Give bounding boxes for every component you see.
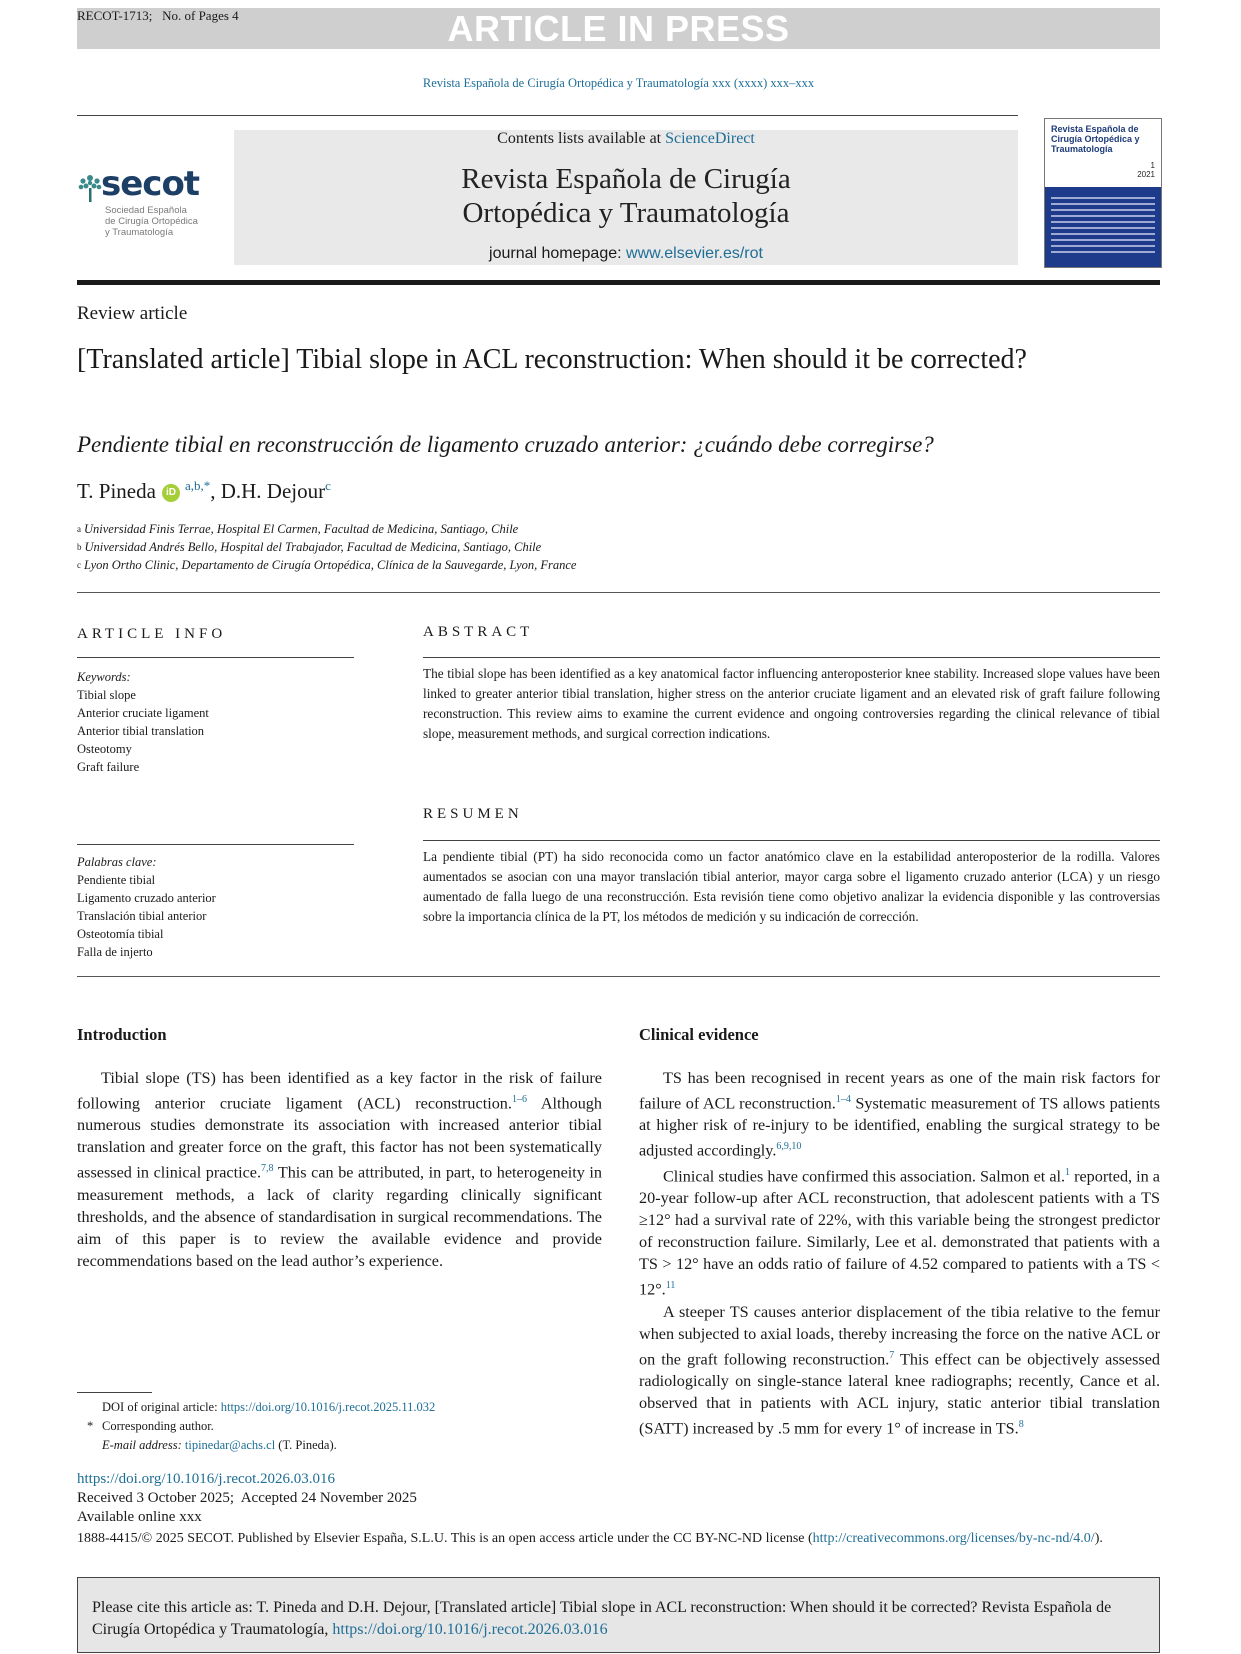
reference-link[interactable]: 1: [1065, 1166, 1071, 1178]
doi-label: DOI of original article:: [102, 1400, 218, 1414]
text-run: Tibial slope (TS) has been identified as a key factor in the risk of failure following anterior cruciate ligament (ACL) reconstruction.: [77, 1069, 602, 1113]
resumen-text: La pendiente tibial (PT) ha sido reconocida como un factor anatómico clave en la estabilidad anteroposterior de la rodilla. Valores aumentados se asocian con una mayor translación tibial anterior, mayor carga sobre el ligamento cruzado anterior (LCA) y un riesgo aumentado de falla luego de una reconstrucción. Esta revisión tiene como objetivo analizar la evidencia disponible y las controversias sobre la importancia clínica de la PT, los métodos de medición y su indicación de corrección.: [423, 849, 1160, 924]
doi-footnote: [77, 1398, 637, 1417]
email-link[interactable]: tipinedar@achs.cl: [184, 1438, 276, 1452]
email-owner: (T. Pineda).: [275, 1438, 337, 1452]
reference-link[interactable]: 7: [889, 1349, 895, 1361]
reference-link[interactable]: 7,8: [261, 1163, 274, 1175]
footnotes: [77, 1398, 637, 1455]
affiliation-text: Universidad Andrés Bello, Hospital del Trabajador, Facultad de Medicina, Santiago, Chile: [84, 540, 542, 554]
logo-subtitle-line: y Traumatología: [105, 227, 174, 238]
author-list: [77, 479, 331, 504]
cite-text-body: Please cite this article as: T. Pineda and D.H. Dejour, [Translated article] Tibial slope in ACL reconstruction: When should it be corrected? Revista Española de Cirugía Ortopédica y Traumatología,: [92, 1599, 1112, 1638]
publication-info: [77, 1470, 417, 1527]
received-accepted-dates: Received 3 October 2025; Accepted 24 November 2025: [77, 1490, 417, 1506]
article-type: Review article: [77, 303, 188, 324]
text-run: This effect can be objectively assessed radiologically on single-stance lateral knee radiographs; recently, Cance et al. observed that in patients with ACL injury, static anterior tibial translation (SATT) increased by .5 mm for every 1° of increase in TS.: [639, 1349, 1160, 1438]
abstract-text: The tibial slope has been identified as a key anatomical factor influencing anteroposterior knee stability. Increased slope values have been linked to greater anterior tibial translation, higher stress on the anterior cruciate ligament and an elevated risk of graft failure following reconstruction. This review aims to examine the current evidence and ongoing controversies regarding the clinical relevance of tibial slope, measurement methods, and surgical correction indications.: [423, 666, 1160, 741]
available-online: Available online xxx: [77, 1509, 202, 1525]
banner-text: ARTICLE IN PRESS: [447, 7, 790, 49]
affiliation-text: Universidad Finis Terrae, Hospital El Carmen, Facultad de Medicina, Santiago, Chile: [84, 522, 519, 536]
keyword: Tibial slope: [77, 688, 136, 702]
logo-subtitle: [105, 205, 225, 238]
reference-link[interactable]: 1–4: [835, 1094, 851, 1105]
keyword: Anterior cruciate ligament: [77, 706, 209, 720]
reference-link[interactable]: 8: [1018, 1418, 1024, 1430]
clinical-evidence-heading: Clinical evidence: [639, 1025, 759, 1044]
abstract-heading: ABSTRACT: [423, 624, 534, 640]
contents-line: [234, 130, 1018, 148]
corresponding-text: Corresponding author.: [102, 1419, 214, 1433]
email-label: E-mail address:: [102, 1438, 182, 1452]
paragraph: [639, 1162, 1160, 1301]
manuscript-id: RECOT-1713;: [77, 8, 153, 23]
keyword: Anterior tibial translation: [77, 724, 205, 738]
affiliation-mark: c: [77, 560, 81, 570]
manuscript-info: [77, 8, 239, 24]
keywords-block: [77, 668, 209, 776]
keywords-label: Keywords:: [77, 670, 131, 684]
logo-wordmark: secot: [101, 164, 200, 204]
affiliation-item: [77, 520, 576, 538]
cite-doi-link[interactable]: https://doi.org/10.1016/j.recot.2026.03.016: [332, 1621, 608, 1638]
cite-this-article-box: [77, 1577, 1160, 1653]
logo-subtitle-line: Sociedad Española: [105, 205, 187, 216]
introduction-body: [77, 1067, 602, 1272]
article-title: [Translated article] Tibial slope in ACL reconstruction: When should it be corrected?: [77, 344, 1027, 375]
text-run: This can be attributed, in part, to heterogeneity in measurement methods, a lack of clarity regarding clinically significant thresholds, and the absence of standardisation in surgical recommendations. The aim of this paper is to review the available evidence and provide recommendations based on the lead author’s experience.: [77, 1163, 603, 1270]
paragraph: [639, 1301, 1160, 1440]
text-run: Systematic measurement of TS allows patients at higher risk of re-injury to be identified, enabling the surgical strategy to be adjusted accordingly.: [639, 1094, 1160, 1160]
palabra-clave: Falla de injerto: [77, 945, 153, 959]
masthead-bottom-rule: [77, 280, 1160, 285]
cover-title: Revista Española de Cirugía Ortopédica y Traumatología: [1051, 124, 1140, 154]
abstract-rule: [423, 657, 1160, 658]
cite-text: [92, 1597, 1145, 1641]
reference-link[interactable]: 1–6: [511, 1094, 527, 1105]
author-name[interactable]: D.H. Dejour: [220, 479, 326, 503]
palabras-clave-label: Palabras clave:: [77, 855, 157, 869]
cover-year: 2021: [1137, 170, 1155, 179]
homepage-prefix: journal homepage:: [489, 245, 622, 262]
contents-prefix: Contents lists available at: [497, 130, 662, 147]
affiliation-mark: a: [77, 524, 81, 534]
journal-cover-thumbnail[interactable]: [1044, 118, 1162, 268]
masthead-top-rule: [77, 115, 1018, 116]
palabra-clave: Translación tibial anterior: [77, 909, 207, 923]
article-doi-link[interactable]: https://doi.org/10.1016/j.recot.2026.03.016: [77, 1471, 336, 1487]
journal-title: [234, 162, 1018, 230]
article-in-press-banner: [77, 8, 1160, 49]
cover-issue: [1137, 161, 1155, 179]
keyword: Graft failure: [77, 760, 140, 774]
journal-title-line: Ortopédica y Traumatología: [462, 197, 790, 229]
clinical-evidence-body: [639, 1067, 1160, 1439]
introduction-heading: Introduction: [77, 1025, 167, 1044]
page-count: No. of Pages 4: [162, 8, 239, 23]
text-run: A steeper TS causes anterior displacement of the tibia relative to the femur when subjected to axial loads, thereby increasing the force on the native ACL or on the graft following reconstruction.: [639, 1302, 1160, 1368]
license-text: 1888-4415/© 2025 SECOT. Published by Elsevier España, S.L.U. This is an open access article under the CC BY-NC-ND license (: [77, 1531, 813, 1546]
palabra-clave: Osteotomía tibial: [77, 927, 164, 941]
paragraph: [77, 1067, 602, 1272]
journal-citation-line[interactable]: Revista Española de Cirugía Ortopédica y Traumatología xxx (xxxx) xxx–xxx: [422, 76, 815, 90]
orcid-icon[interactable]: iD: [162, 484, 180, 502]
sciencedirect-link[interactable]: ScienceDirect: [665, 130, 755, 147]
homepage-line: [234, 245, 1018, 263]
palabra-clave: Ligamento cruzado anterior: [77, 891, 216, 905]
email-footnote: [77, 1436, 637, 1455]
journal-title-line: Revista Española de Cirugía: [461, 163, 791, 195]
affiliation-item: [77, 556, 576, 574]
reference-link[interactable]: 6,9,10: [776, 1141, 802, 1153]
text-run: Although numerous studies demonstrate its association with increased anterior tibial translation and greater force on the graft, this factor has not been systematically assessed in clinical practice.: [77, 1094, 602, 1182]
license-text-end: ).: [1094, 1531, 1103, 1546]
resumen-rule: [423, 840, 1160, 841]
text-run: reported, in a 20-year follow-up after ACL reconstruction, that adolescent patients with a TS ≥12° had a survival rate of 22%, with this variable being the strongest predictor of reconstruction failure. Similarly, Lee et al. demonstrated that patients with a TS > 12° have an odds ratio of failure of 4.52 compared to patients with a TS < 12°.: [639, 1167, 1160, 1299]
author-affiliation-marks[interactable]: c: [325, 478, 331, 493]
license-link[interactable]: http://creativecommons.org/licenses/by-nc-nd/4.0/: [812, 1531, 1095, 1546]
article-info-rule: [77, 657, 354, 658]
affiliation-text: Lyon Ortho Clinic, Departamento de Cirugía Ortopédica, Clínica de la Sauvegarde, Lyon, France: [84, 558, 577, 572]
homepage-link[interactable]: www.elsevier.es/rot: [626, 245, 763, 262]
logo-subtitle-line: de Cirugía Ortopédica: [105, 216, 198, 227]
section-divider: [77, 592, 1160, 593]
section-divider: [77, 976, 1160, 977]
affiliation-mark: b: [77, 542, 82, 552]
author-separator: ,: [210, 479, 221, 503]
palabras-clave-block: [77, 853, 216, 961]
text-run: TS has been recognised in recent years as one of the main risk factors for failure of ACL reconstruction.: [639, 1069, 1160, 1113]
corresponding-footnote: [77, 1417, 637, 1436]
paragraph: [639, 1067, 1160, 1162]
article-info-heading: ARTICLE INFO: [77, 626, 227, 642]
keyword: Osteotomy: [77, 742, 132, 756]
cover-issue-number: 1: [1150, 161, 1155, 170]
text-run: Clinical studies have confirmed this association. Salmon et al.: [663, 1167, 1066, 1186]
reference-link[interactable]: 11: [665, 1280, 676, 1292]
footnote-star: *: [87, 1419, 94, 1433]
original-doi-link[interactable]: https://doi.org/10.1016/j.recot.2025.11.032: [220, 1400, 436, 1414]
cover-text-lines: [1051, 193, 1155, 257]
author-name[interactable]: T. Pineda: [77, 479, 156, 503]
resumen-heading: RESUMEN: [423, 806, 523, 822]
article-alt-title: Pendiente tibial en reconstrucción de ligamento cruzado anterior: ¿cuándo debe corregirse?: [77, 432, 934, 457]
palabra-clave: Pendiente tibial: [77, 873, 156, 887]
license-line: [77, 1529, 1160, 1548]
journal-masthead: [234, 130, 1018, 265]
palabras-rule: [77, 844, 354, 845]
secot-logo: [77, 164, 217, 240]
footnote-rule: [77, 1392, 152, 1393]
affiliation-item: [77, 538, 576, 556]
tree-icon: [77, 172, 103, 206]
author-affiliation-marks[interactable]: a,b,*: [184, 478, 211, 493]
affiliations: [77, 520, 576, 574]
